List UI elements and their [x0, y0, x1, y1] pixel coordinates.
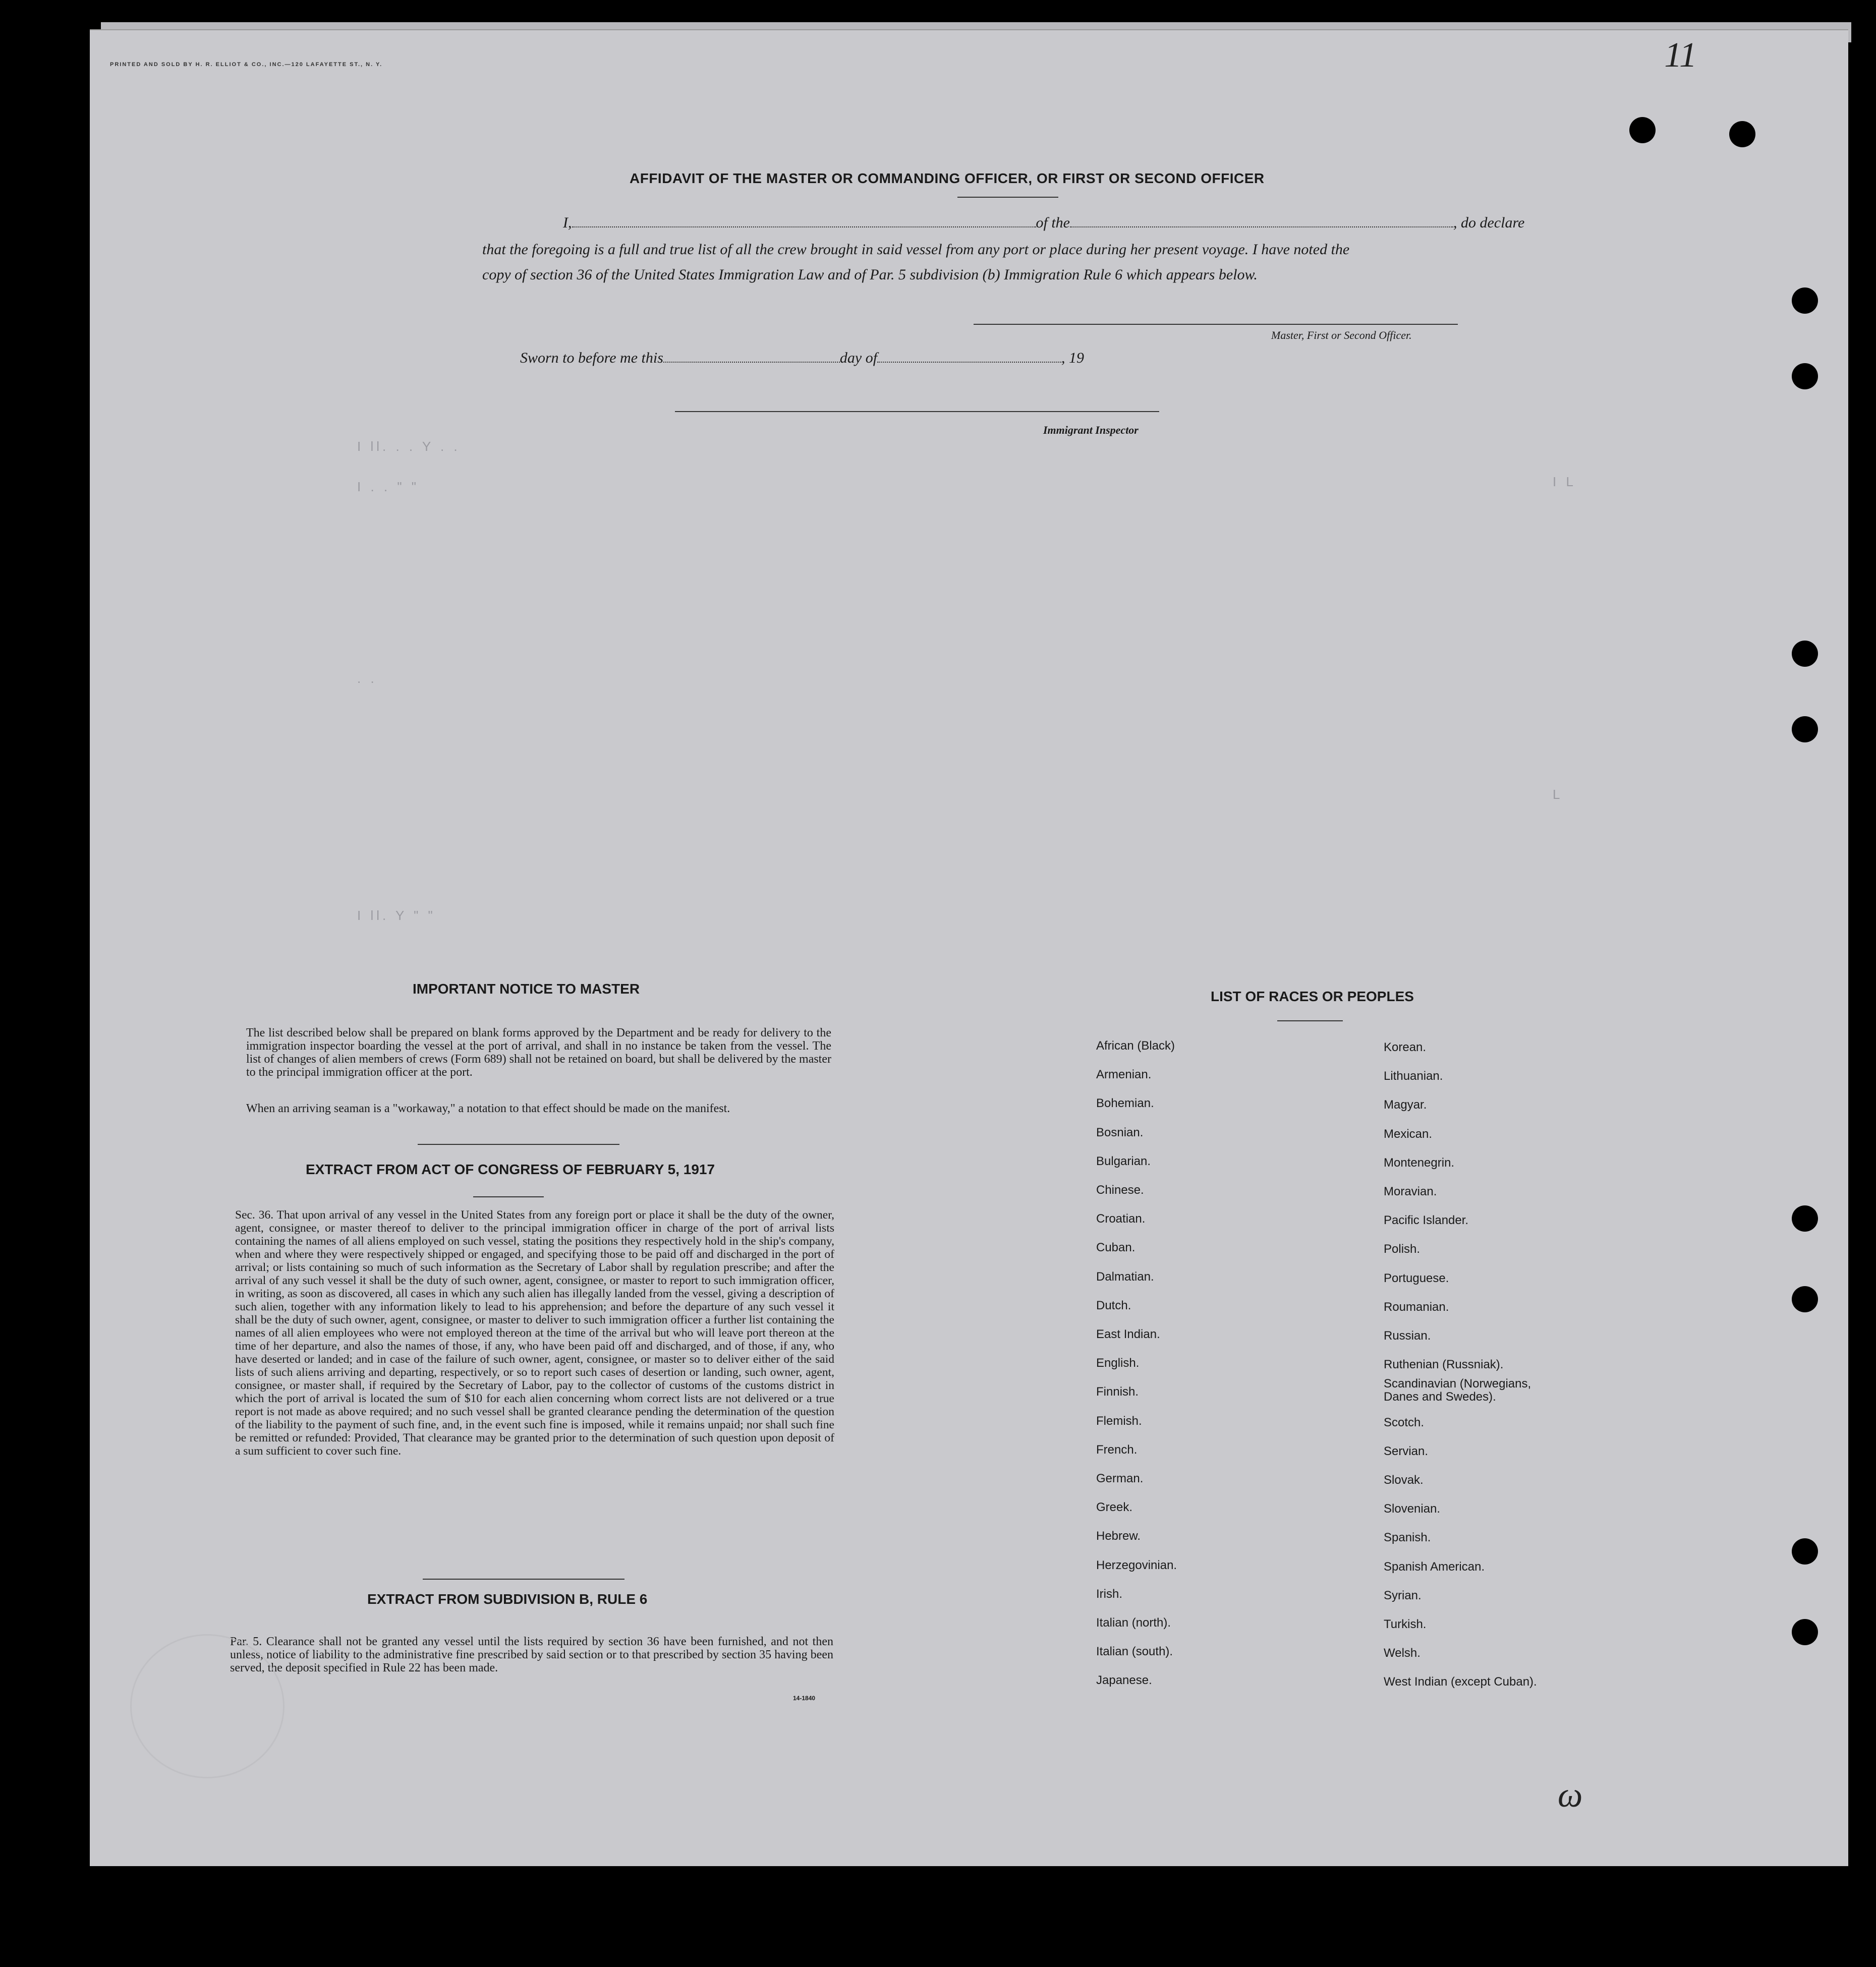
- year-prefix: , 19: [1061, 350, 1085, 366]
- race-right-item: West Indian (except Cuban).: [1384, 1675, 1537, 1689]
- race-left-item: Italian (south).: [1096, 1645, 1173, 1659]
- race-left-item: Hebrew.: [1096, 1529, 1141, 1543]
- affidavit-line-1: [563, 214, 1524, 232]
- race-right-item: Moravian.: [1384, 1185, 1437, 1198]
- race-left-item: Bulgarian.: [1096, 1154, 1151, 1168]
- notice-paragraph-1: The list described below shall be prepared on blank forms approved by the Department and be ready for delivery to the immigration inspector boarding the vessel at the port of arrival, and shall in no instance be taken from the vessel. The list of changes of alien members of crews (Form 689) shall not be retained on board, but shall be delivered by the master to the principal immigration officer at the port.: [246, 1026, 831, 1079]
- race-right-item: Roumanian.: [1384, 1300, 1449, 1314]
- form-number: 14-1840: [793, 1695, 816, 1702]
- notice-heading: IMPORTANT NOTICE TO MASTER: [413, 981, 640, 997]
- divider: [1277, 1020, 1343, 1021]
- race-right-item: Turkish.: [1384, 1617, 1427, 1631]
- act-extract-body: Sec. 36. That upon arrival of any vessel in the United States from any foreign port or place it shall be the duty of the owner, agent, consignee, or master thereof to deliver to the principal immigration officer in charge of the port of arrival lists containing the names of all aliens employed on such vessel, stating the positions they respectively hold in the ship's company, when and where they were respectively shipped or engaged, and specifying those to be paid off and discharged in the port of arrival; or lists containing so much of such information as the Secretary of Labor shall by regulation prescribe; and after the arrival of any such vessel it shall be the duty of such owner, agent, consignee, or master to report to such immigration officer, in writing, as soon as discovered, all cases in which any such alien has illegally landed from the vessel, giving a description of such alien, together with any information likely to lead to his apprehension; and before the departure of any such vessel it shall be the duty of such owner, agent, consignee, or master to deliver to such immigration officer a further list containing the names of all alien employees who were not employed thereon at the time of the arrival but who will leave port thereon at the time of her departure, and also the names of those, if any, who have been paid off and discharged, and of those, if any, who have deserted or landed; and in case of the failure of such owner, agent, consignee, or master so to deliver either of the said lists of such aliens arriving and departing, respectively, or so to report such cases of desertion or landing, such owner, agent, consignee, or master shall, if required by the Secretary of Labor, pay to the collector of customs of the customs district in which the port of arrival is located the sum of $10 for each alien concerning whom correct lists are not delivered or a true report is not made as above required; and no such vessel shall be granted clearance pending the determination of the question of the liability to the payment of such fine, and, in the event such fine is imposed, while it remains unpaid; nor shall such fine be remitted or refunded: Provided, That clearance may be granted prior to the determination of such question upon deposit of a sum sufficient to cover such fine.: [235, 1208, 834, 1458]
- race-left-item: Irish.: [1096, 1587, 1123, 1601]
- race-right-item: Polish.: [1384, 1242, 1420, 1256]
- race-right-item: Servian.: [1384, 1444, 1429, 1458]
- race-right-item: Russian.: [1384, 1329, 1431, 1343]
- sworn-day-field[interactable]: [663, 362, 840, 363]
- rule-extract-body: Par. 5. Clearance shall not be granted any vessel until the lists required by section 36 have been furnished, and not then unless, notice of liability to the administrative fine prescribed by said section or to that prescribed by section 35 having been served, the deposit specified in Rule 22 has been made.: [230, 1635, 833, 1674]
- race-right-item: Lithuanian.: [1384, 1069, 1443, 1083]
- declarant-prefix: I,: [563, 214, 572, 231]
- race-right-item: Syrian.: [1384, 1588, 1422, 1602]
- divider: [957, 197, 1058, 198]
- race-right-item: Welsh.: [1384, 1646, 1420, 1660]
- race-right-item: Mexican.: [1384, 1127, 1433, 1141]
- bleed-through-marks: I L: [1553, 474, 1576, 489]
- bleed-through-marks: I . . " ": [357, 479, 420, 494]
- sworn-line: [520, 350, 1084, 367]
- race-left-item: German.: [1096, 1472, 1144, 1485]
- race-left-item: French.: [1096, 1442, 1138, 1457]
- rule-extract-heading: EXTRACT FROM SUBDIVISION B, RULE 6: [367, 1591, 648, 1607]
- binder-hole-icon: [1792, 1619, 1818, 1645]
- notice-paragraph-2: When an arriving seaman is a "workaway," a notation to that effect should be made on the manifest.: [246, 1102, 730, 1115]
- race-left-item: Flemish.: [1096, 1414, 1142, 1428]
- handwritten-mark: ω: [1558, 1776, 1583, 1815]
- race-right-item: Pacific Islander.: [1384, 1213, 1469, 1228]
- binder-hole-icon: [1792, 1205, 1818, 1232]
- race-right-item: Korean.: [1384, 1040, 1427, 1054]
- vessel-name-field[interactable]: [1070, 226, 1453, 227]
- inspector-caption: Immigrant Inspector: [1043, 424, 1139, 436]
- signature-caption: Master, First or Second Officer.: [1271, 329, 1412, 341]
- race-left-item: East Indian.: [1096, 1327, 1160, 1341]
- race-right-item: Spanish.: [1384, 1531, 1431, 1545]
- race-left-item: Croatian.: [1096, 1212, 1146, 1226]
- binder-hole-icon: [1629, 117, 1656, 143]
- race-left-item: English.: [1096, 1356, 1140, 1370]
- binder-hole-icon: [1792, 1538, 1818, 1565]
- races-heading: LIST OF RACES OR PEOPLES: [1211, 989, 1414, 1004]
- race-right-item: Magyar.: [1384, 1098, 1427, 1112]
- binder-hole-icon: [1792, 1286, 1818, 1312]
- bleed-through-marks: I ll. Y " ": [357, 908, 436, 923]
- race-left-item: Cuban.: [1096, 1241, 1135, 1255]
- master-name-field[interactable]: [572, 226, 1036, 227]
- affidavit-line-2: that the foregoing is a full and true list of all the crew brought in said vessel from any port or place during her present voyage. I have noted the: [482, 241, 1350, 258]
- divider: [418, 1144, 619, 1145]
- affidavit-title: AFFIDAVIT OF THE MASTER OR COMMANDING OFFICER, OR FIRST OR SECOND OFFICER: [630, 170, 1265, 186]
- divider: [473, 1196, 544, 1197]
- printer-imprint: PRINTED AND SOLD BY H. R. ELLIOT & CO., INC.—120 LAFAYETTE ST., N. Y.: [110, 62, 383, 68]
- race-left-item: Finnish.: [1096, 1385, 1139, 1399]
- race-right-item: Spanish American.: [1384, 1559, 1485, 1574]
- affidavit-line-3: copy of section 36 of the United States Immigration Law and of Par. 5 subdivision (b) Immigration Rule 6 which appears below.: [482, 266, 1258, 283]
- faded-seal-stamp: [130, 1634, 285, 1778]
- bleed-through-marks: I ll. . . Y . .: [357, 439, 461, 454]
- sworn-prefix: Sworn to before me this: [520, 350, 663, 366]
- binder-hole-icon: [1792, 287, 1818, 314]
- sworn-month-field[interactable]: [877, 362, 1061, 363]
- race-right-item: Portuguese.: [1384, 1271, 1449, 1285]
- race-right-item: Slovenian.: [1384, 1502, 1441, 1516]
- race-left-item: Japanese.: [1096, 1673, 1152, 1688]
- binder-hole-icon: [1792, 363, 1818, 389]
- race-left-item: Italian (north).: [1096, 1616, 1171, 1630]
- race-right-item: Scandinavian (Norwegians, Danes and Swedes).: [1384, 1377, 1531, 1404]
- binder-hole-icon: [1792, 641, 1818, 667]
- race-left-item: Bohemian.: [1096, 1096, 1154, 1111]
- race-left-item: Bosnian.: [1096, 1125, 1144, 1139]
- race-right-item: Ruthenian (Russniak).: [1384, 1358, 1504, 1372]
- bleed-through-marks: L: [1553, 787, 1563, 802]
- race-left-item: Armenian.: [1096, 1068, 1152, 1082]
- act-extract-heading: EXTRACT FROM ACT OF CONGRESS OF FEBRUARY 5, 1917: [306, 1162, 715, 1177]
- handwritten-page-mark: 11: [1664, 36, 1697, 75]
- race-left-item: Chinese.: [1096, 1183, 1144, 1197]
- race-left-item: Greek.: [1096, 1500, 1133, 1515]
- do-declare-text: , do declare: [1453, 214, 1525, 231]
- race-right-item: Slovak.: [1384, 1473, 1424, 1487]
- race-left-item: African (Black): [1096, 1039, 1175, 1053]
- race-left-item: Dalmatian.: [1096, 1269, 1154, 1284]
- race-left-item: Herzegovinian.: [1096, 1558, 1177, 1572]
- divider: [423, 1579, 624, 1580]
- binder-hole-icon: [1792, 716, 1818, 742]
- document-page: [90, 29, 1848, 1866]
- race-left-item: Dutch.: [1096, 1298, 1131, 1312]
- race-right-item: Scotch.: [1384, 1415, 1425, 1429]
- day-of-text: day of: [839, 350, 878, 366]
- race-right-item: Montenegrin.: [1384, 1155, 1455, 1170]
- bleed-through-marks: . .: [357, 671, 377, 686]
- vessel-prefix: of the: [1036, 214, 1070, 231]
- binder-hole-icon: [1729, 121, 1755, 147]
- signature-line[interactable]: [974, 324, 1458, 325]
- inspector-signature-line[interactable]: [675, 411, 1159, 412]
